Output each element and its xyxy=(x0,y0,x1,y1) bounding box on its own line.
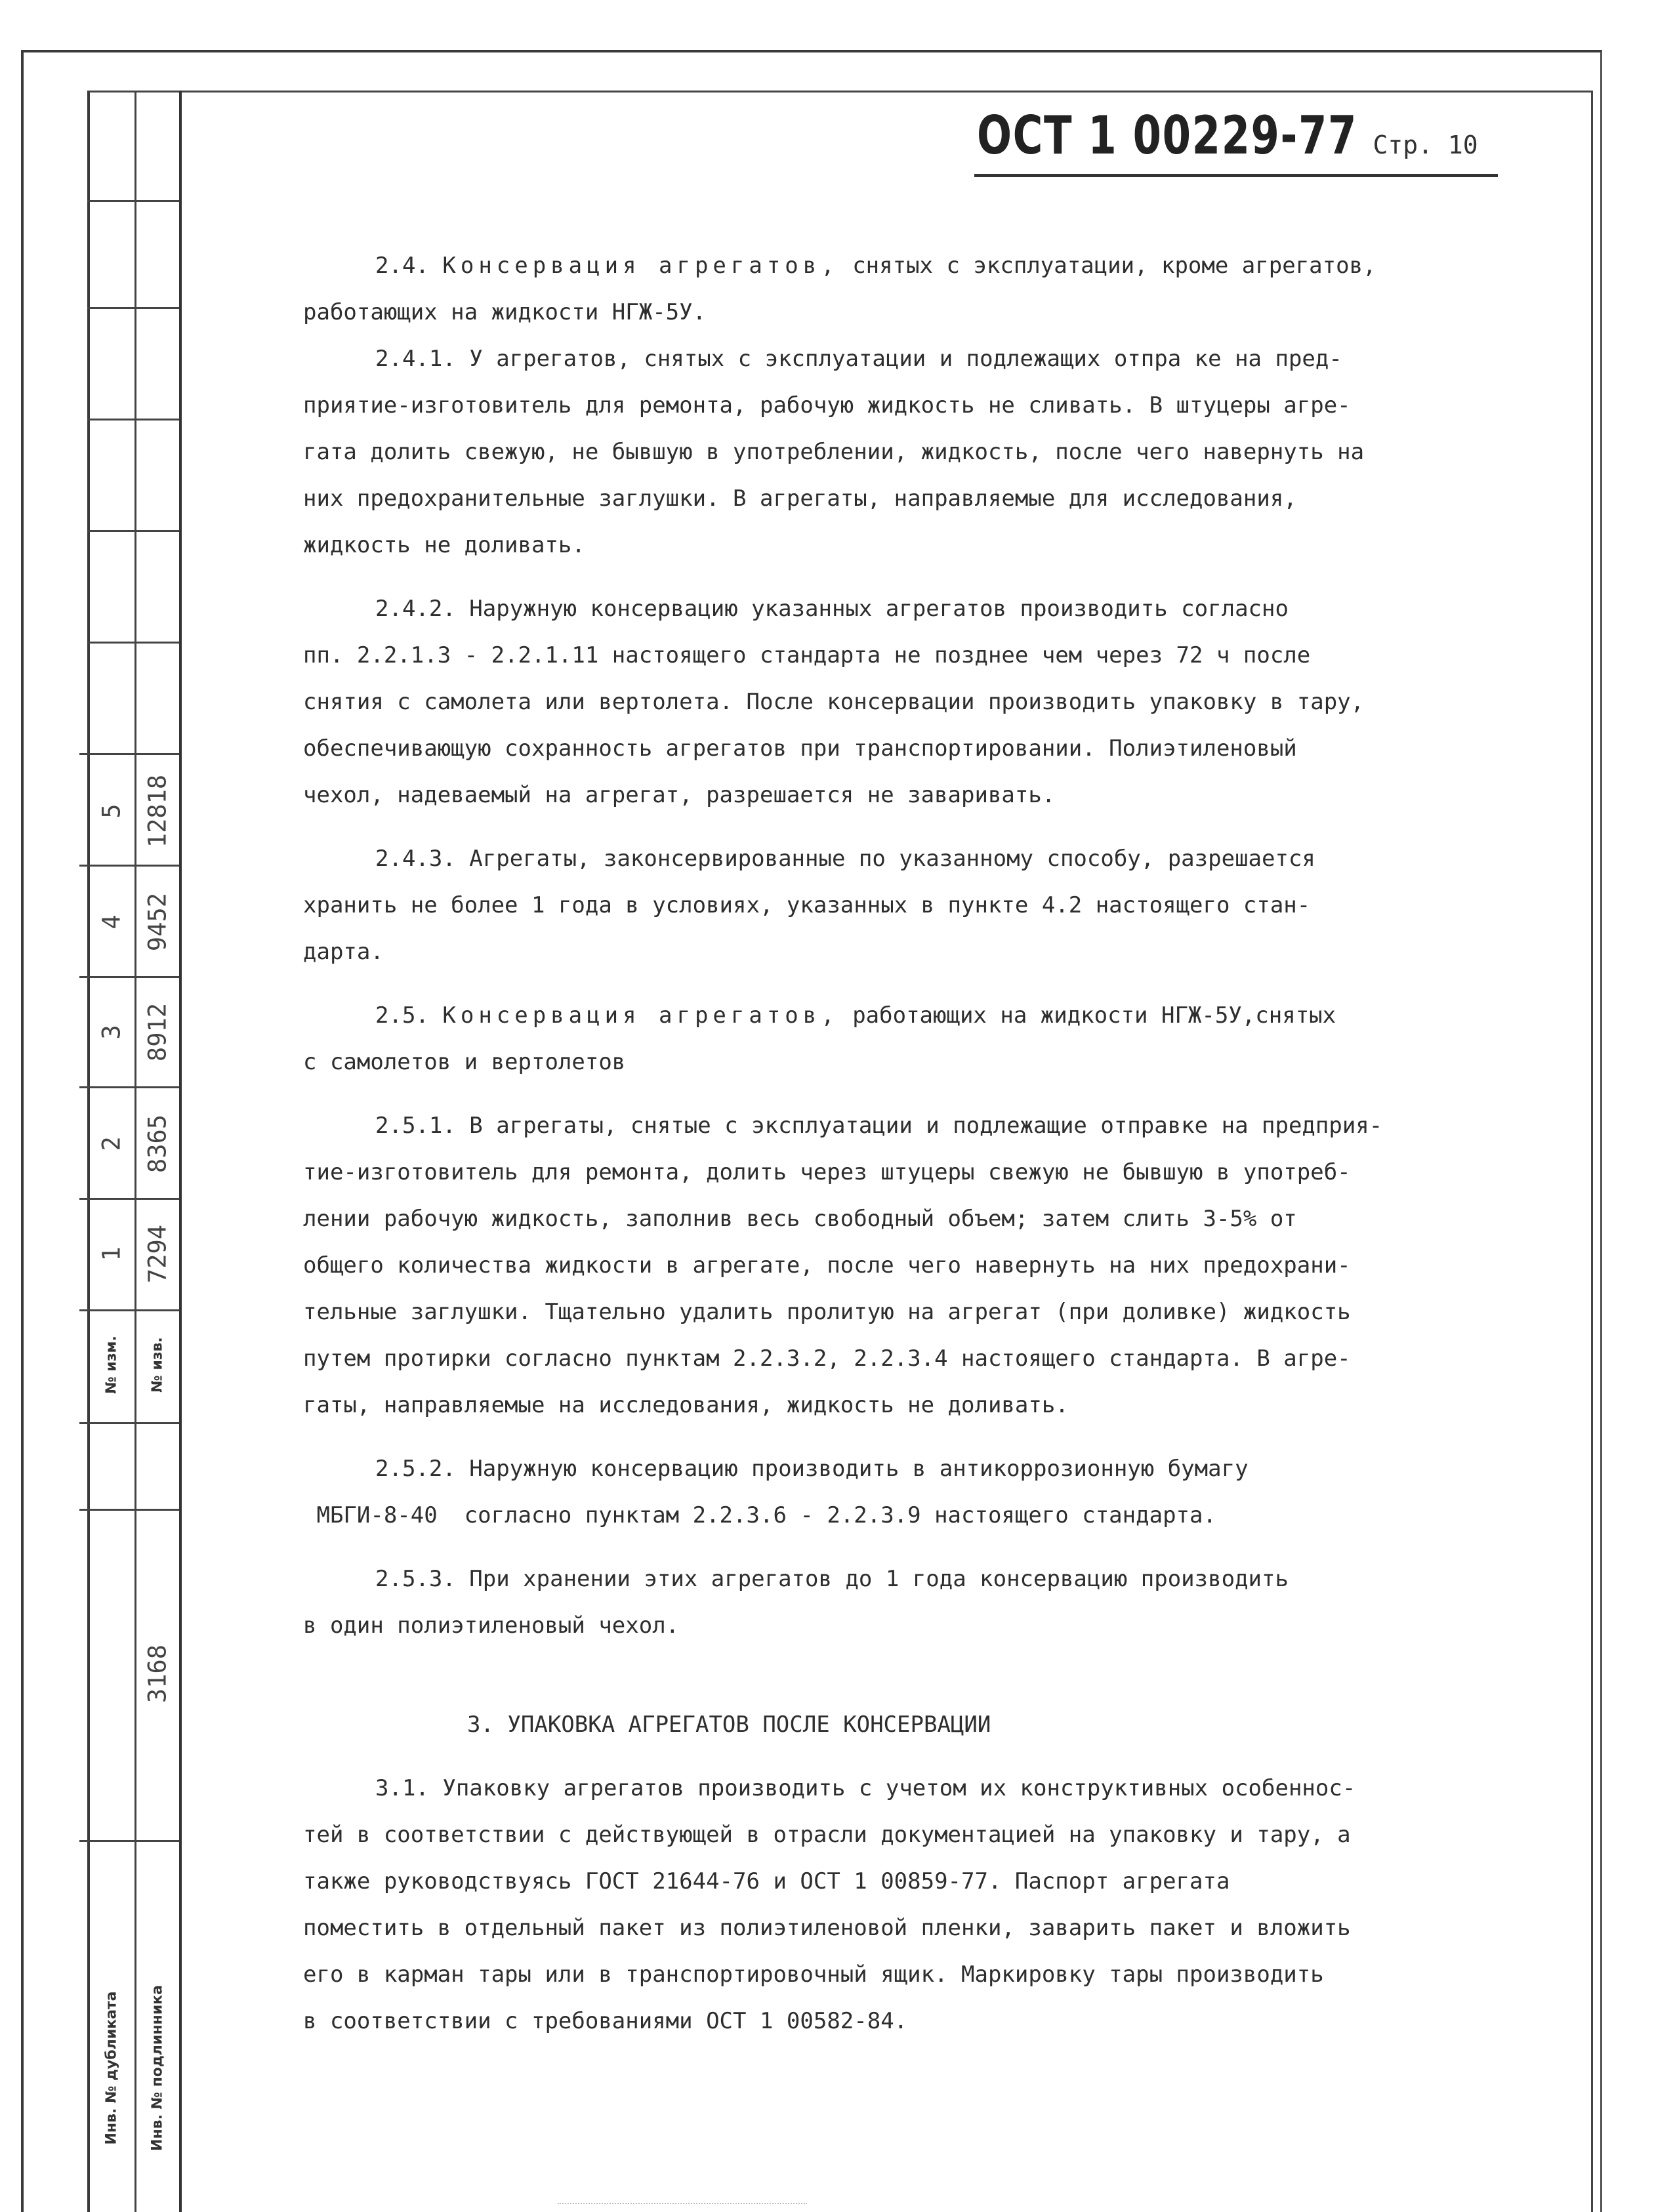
paragraph-line: его в карман тары или в транспортировочный ящик. Маркировку тары производить xyxy=(303,1961,1324,1988)
paragraph-2-4-line: работающих на жидкости НГЖ-5У. xyxy=(303,299,707,325)
paragraph-line: обеспечивающую сохранность агрегатов при транспортировании. Полиэтиленовый xyxy=(303,735,1297,762)
paragraph-line: 2.5.2. Наружную консервацию производить в антикоррозионную бумагу xyxy=(375,1456,1249,1482)
scan-artifact xyxy=(558,2203,807,2208)
paragraph-line: дарта. xyxy=(303,939,384,965)
side-column-border xyxy=(179,91,182,2212)
paragraph-line: тей в соответствии с действующей в отрасли документацией на упаковку и тару, а xyxy=(303,1822,1351,1848)
side-column-divider xyxy=(134,91,136,2212)
paragraph-line: тие-изготовитель для ремонта, долить через штуцеры свежую не бывшую в употреб- xyxy=(303,1159,1351,1185)
paragraph-line: жидкость не доливать. xyxy=(303,532,585,558)
original-inventory-caption: Инв. № подлинника xyxy=(149,1985,166,2151)
paragraph-line: также руководствуясь ГОСТ 21644-76 и ОСТ 1 00859-77. Паспорт агрегата xyxy=(303,1868,1230,1895)
duplicate-number: 3168 xyxy=(143,1644,172,1704)
notice-number: 9452 xyxy=(143,892,172,952)
side-rule xyxy=(79,1422,179,1424)
paragraph-line: приятие-изготовитель для ремонта, рабочую жидкость не сливать. В штуцеры агре- xyxy=(303,392,1351,419)
paragraph-line: 2.5.3. При хранении этих агрегатов до 1 года консервацию производить xyxy=(375,1566,1289,1592)
paragraph-line: хранить не более 1 года в условиях, указанных в пункте 4.2 настоящего стан- xyxy=(303,892,1311,918)
notice-number: 12818 xyxy=(143,774,172,848)
notice-number: 7294 xyxy=(143,1224,172,1284)
paragraph-line: 2.4.2. Наружную консервацию указанных агрегатов производить согласно xyxy=(375,596,1289,622)
paragraph-line: 2.5.1. В агрегаты, снятые с эксплуатации и подлежащие отправке на предприя- xyxy=(375,1113,1383,1139)
notice-number-caption: № изв. xyxy=(149,1337,166,1393)
side-rule xyxy=(87,200,179,202)
paragraph-line: них предохранительные заглушки. В агрегаты, направляемые для исследования, xyxy=(303,485,1297,512)
paragraph-2-4-heading: 2.4. Консервация агрегатов, снятых с эксплуатации, кроме агрегатов, xyxy=(375,253,1376,279)
document-body xyxy=(303,243,1471,2045)
paragraph-2-5-line: с самолетов и вертолетов xyxy=(303,1049,626,1075)
paragraph-line: 3.1. Упаковку агрегатов производить с учетом их конструктивных особеннос- xyxy=(375,1775,1356,1801)
paragraph-line: лении рабочую жидкость, заполнив весь свободный объем; затем слить 3-5% от xyxy=(303,1206,1297,1232)
duplicate-inventory-caption: Инв. № дубликата xyxy=(103,1991,120,2145)
change-number: 4 xyxy=(97,914,126,930)
section-3-heading: 3. УПАКОВКА АГРЕГАТОВ ПОСЛЕ КОНСЕРВАЦИИ xyxy=(467,1711,991,1738)
page-number: Стр. 10 xyxy=(1373,131,1478,159)
paragraph-line: 2.4.1. У агрегатов, снятых с эксплуатации и подлежащих отпра ке на пред- xyxy=(375,346,1342,372)
notice-number: 8365 xyxy=(143,1114,172,1174)
paragraph-line: тельные заглушки. Тщательно удалить пролитую на агрегат (при доливке) жидкость xyxy=(303,1299,1351,1325)
change-number-caption: № изм. xyxy=(103,1336,120,1394)
change-number: 3 xyxy=(97,1025,126,1040)
standard-number: ОСТ 1 00229-77 xyxy=(977,105,1357,166)
paragraph-line: в соответствии с требованиями ОСТ 1 00582-84. xyxy=(303,2008,908,2034)
paragraph-line: в один полиэтиленовый чехол. xyxy=(303,1612,680,1639)
paragraph-line: чехол, надеваемый на агрегат, разрешается не заваривать. xyxy=(303,782,1056,808)
side-rule xyxy=(87,307,179,309)
side-rule xyxy=(87,642,179,644)
side-rule xyxy=(87,419,179,420)
paragraph-line: пп. 2.2.1.3 - 2.2.1.11 настоящего стандарта не позднее чем через 72 ч после xyxy=(303,642,1311,668)
change-number: 1 xyxy=(97,1246,126,1261)
side-rule xyxy=(79,1509,179,1511)
paragraph-line: путем протирки согласно пунктам 2.2.3.2, 2.2.3.4 настоящего стандарта. В агре- xyxy=(303,1345,1351,1372)
paragraph-line: гаты, направляемые на исследования, жидкость не доливать. xyxy=(303,1392,1069,1418)
paragraph-line: 2.4.3. Агрегаты, законсервированные по указанному способу, разрешается xyxy=(375,846,1315,872)
paragraph-2-5-heading: 2.5. Консервация агрегатов, работающих на жидкости НГЖ-5У,снятых xyxy=(375,1002,1336,1029)
side-rule xyxy=(87,530,179,532)
paragraph-line: поместить в отдельный пакет из полиэтиленовой пленки, заварить пакет и вложить xyxy=(303,1915,1351,1941)
paragraph-line: снятия с самолета или вертолета. После консервации производить упаковку в тару, xyxy=(303,689,1365,715)
paragraph-line: гата долить свежую, не бывшую в употреблении, жидкость, после чего навернуть на xyxy=(303,439,1365,465)
side-rule xyxy=(79,1840,179,1842)
notice-number: 8912 xyxy=(143,1002,172,1062)
change-number: 5 xyxy=(97,804,126,819)
paragraph-line: МБГИ-8-40 согласно пунктам 2.2.3.6 - 2.2.3.9 настоящего стандарта. xyxy=(303,1502,1216,1528)
paragraph-line: общего количества жидкости в агрегате, после чего навернуть на них предохрани- xyxy=(303,1252,1351,1279)
change-number: 2 xyxy=(97,1136,126,1151)
page-header xyxy=(974,105,1498,177)
